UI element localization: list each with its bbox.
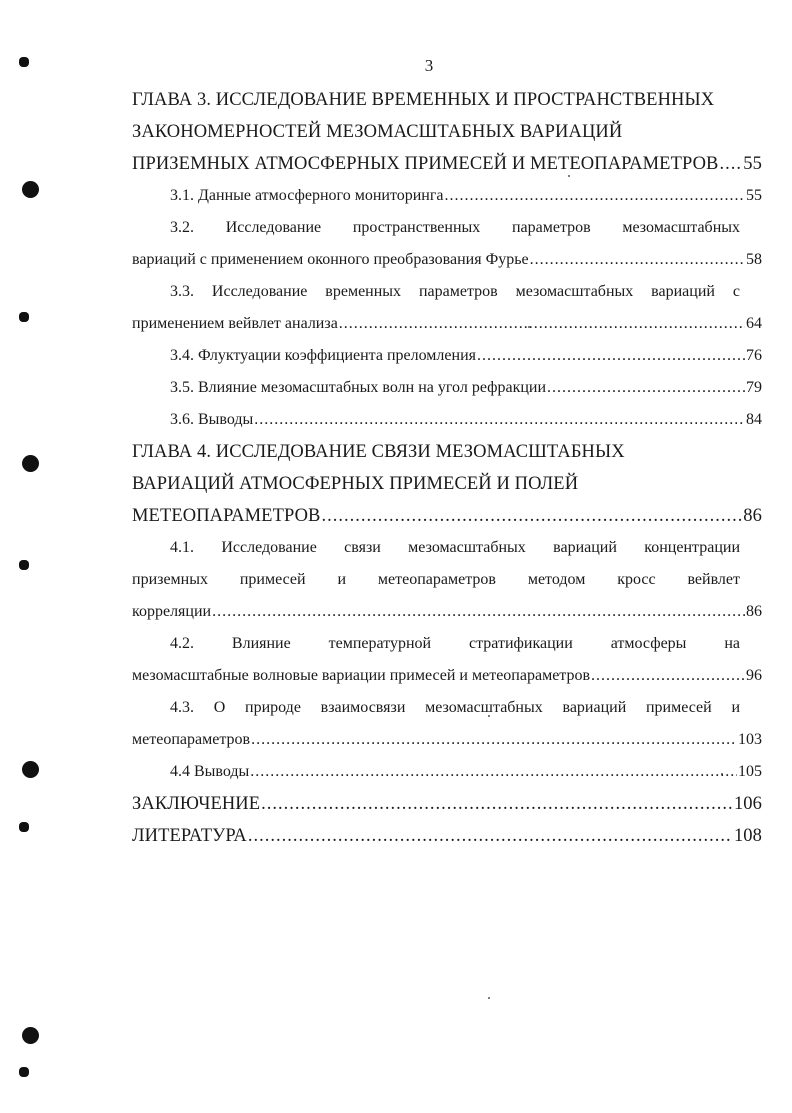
toc-chapter-3-title-end: ПРИЗЕМНЫХ АТМОСФЕРНЫХ ПРИМЕСЕЙ И МЕТЕОПАРАМЕТРОВ (132, 154, 719, 174)
toc-section-4-2-title-end: мезомасштабные волновые вариации примесей и метеопараметров (132, 667, 591, 684)
toc-section-4-3-title-end: метеопараметров (132, 731, 251, 748)
dot-leader (212, 596, 745, 628)
dot-leader (720, 148, 743, 180)
toc-section-3-6-title: 3.6. Выводы (170, 411, 254, 428)
binder-hole-mark (19, 1067, 29, 1077)
dot-leader (339, 308, 745, 340)
toc-section-4-1-line-1: 4.1. Исследование связи мезомасштабных вариаций концентрации (170, 539, 740, 556)
toc-section-4-4 (170, 756, 762, 788)
toc-section-4-1-line-3 (132, 596, 762, 628)
dot-leader (250, 756, 737, 788)
toc-section-4-2-line-2 (132, 660, 762, 692)
toc-section-4-1-title-end: корреляции (132, 603, 212, 620)
dot-leader (530, 244, 745, 276)
toc-section-4-3-page: 103 (738, 731, 762, 748)
toc-section-4-4-page: 105 (738, 763, 762, 780)
toc-section-3-3-title-end: применением вейвлет анализа (132, 315, 338, 332)
toc-chapter-4-page: 86 (743, 506, 762, 526)
binder-hole-mark (19, 822, 29, 832)
toc-section-3-1-page: 55 (746, 187, 762, 204)
toc-section-3-2-line-1: 3.2. Исследование пространственных параметров мезомасштабных (170, 219, 740, 236)
scan-speck (488, 997, 490, 999)
toc-section-3-6 (170, 404, 762, 436)
toc-section-3-1 (170, 180, 762, 212)
toc-section-3-6-page: 84 (746, 411, 762, 428)
table-of-contents (132, 84, 762, 852)
dot-leader (591, 660, 745, 692)
toc-section-3-3-line-1: 3.3. Исследование временных параметров мезомасштабных вариаций с (170, 283, 740, 300)
toc-section-4-2-page: 96 (746, 667, 762, 684)
toc-section-4-3-line-2 (132, 724, 762, 756)
dot-leader (445, 180, 745, 212)
toc-section-3-2-title-end: вариаций с применением оконного преобразования Фурье (132, 251, 529, 268)
toc-section-3-1-title: 3.1. Данные атмосферного мониторинга (170, 187, 444, 204)
toc-chapter-4-line-1: ГЛАВА 4. ИССЛЕДОВАНИЕ СВЯЗИ МЕЗОМАСШТАБНЫХ (132, 442, 625, 462)
toc-section-4-1-line-2: приземных примесей и метеопараметров методом кросс вейвлет (132, 571, 740, 588)
toc-section-3-5-title: 3.5. Влияние мезомасштабных волн на угол рефракции (170, 379, 547, 396)
toc-literature-page: 108 (733, 826, 762, 846)
toc-section-4-1-page: 86 (746, 603, 762, 620)
toc-chapter-4-line-3 (132, 500, 762, 532)
toc-conclusion-title: ЗАКЛЮЧЕНИЕ (132, 794, 261, 814)
toc-chapter-4-line-2: ВАРИАЦИЙ АТМОСФЕРНЫХ ПРИМЕСЕЙ И ПОЛЕЙ (132, 474, 579, 494)
toc-section-3-2-page: 58 (746, 251, 762, 268)
dot-leader (254, 404, 745, 436)
toc-literature (132, 820, 762, 852)
toc-chapter-3-line-3 (132, 148, 762, 180)
toc-section-4-3-line-1: 4.3. О природе взаимосвязи мезомасштабных вариаций примесей и (170, 699, 740, 716)
dot-leader (261, 788, 733, 820)
binder-hole (22, 181, 39, 198)
toc-section-3-5 (170, 372, 762, 404)
dot-leader (248, 820, 733, 852)
toc-literature-title: ЛИТЕРАТУРА (132, 826, 247, 846)
dot-leader (251, 724, 737, 756)
toc-section-3-3-page: 64 (746, 315, 762, 332)
binder-hole-mark (19, 312, 29, 322)
binder-hole (22, 1027, 39, 1044)
binder-hole (22, 761, 39, 778)
binder-hole (22, 455, 39, 472)
toc-section-3-4-title: 3.4. Флуктуации коэффициента преломления (170, 347, 476, 364)
toc-section-3-4-page: 76 (746, 347, 762, 364)
toc-section-4-2-line-1: 4.2. Влияние температурной стратификации атмосферы на (170, 635, 740, 652)
toc-chapter-4-title-end: МЕТЕОПАРАМЕТРОВ (132, 506, 321, 526)
toc-section-3-4 (170, 340, 762, 372)
toc-chapter-3-line-1: ГЛАВА 3. ИССЛЕДОВАНИЕ ВРЕМЕННЫХ И ПРОСТРАНСТВЕННЫХ (132, 90, 715, 110)
toc-section-3-3-line-2 (132, 308, 762, 340)
page-number: 3 (424, 56, 434, 75)
toc-section-3-2-line-2 (132, 244, 762, 276)
toc-section-4-4-title: 4.4 Выводы (170, 763, 250, 780)
toc-chapter-3-line-2: ЗАКОНОМЕРНОСТЕЙ МЕЗОМАСШТАБНЫХ ВАРИАЦИЙ (132, 122, 623, 142)
dot-leader (547, 372, 745, 404)
binder-hole-mark (19, 560, 29, 570)
toc-conclusion (132, 788, 762, 820)
toc-conclusion-page: 106 (733, 794, 762, 814)
toc-section-3-5-page: 79 (746, 379, 762, 396)
toc-chapter-3-page: 55 (743, 154, 762, 174)
dot-leader (477, 340, 745, 372)
dot-leader (321, 500, 742, 532)
